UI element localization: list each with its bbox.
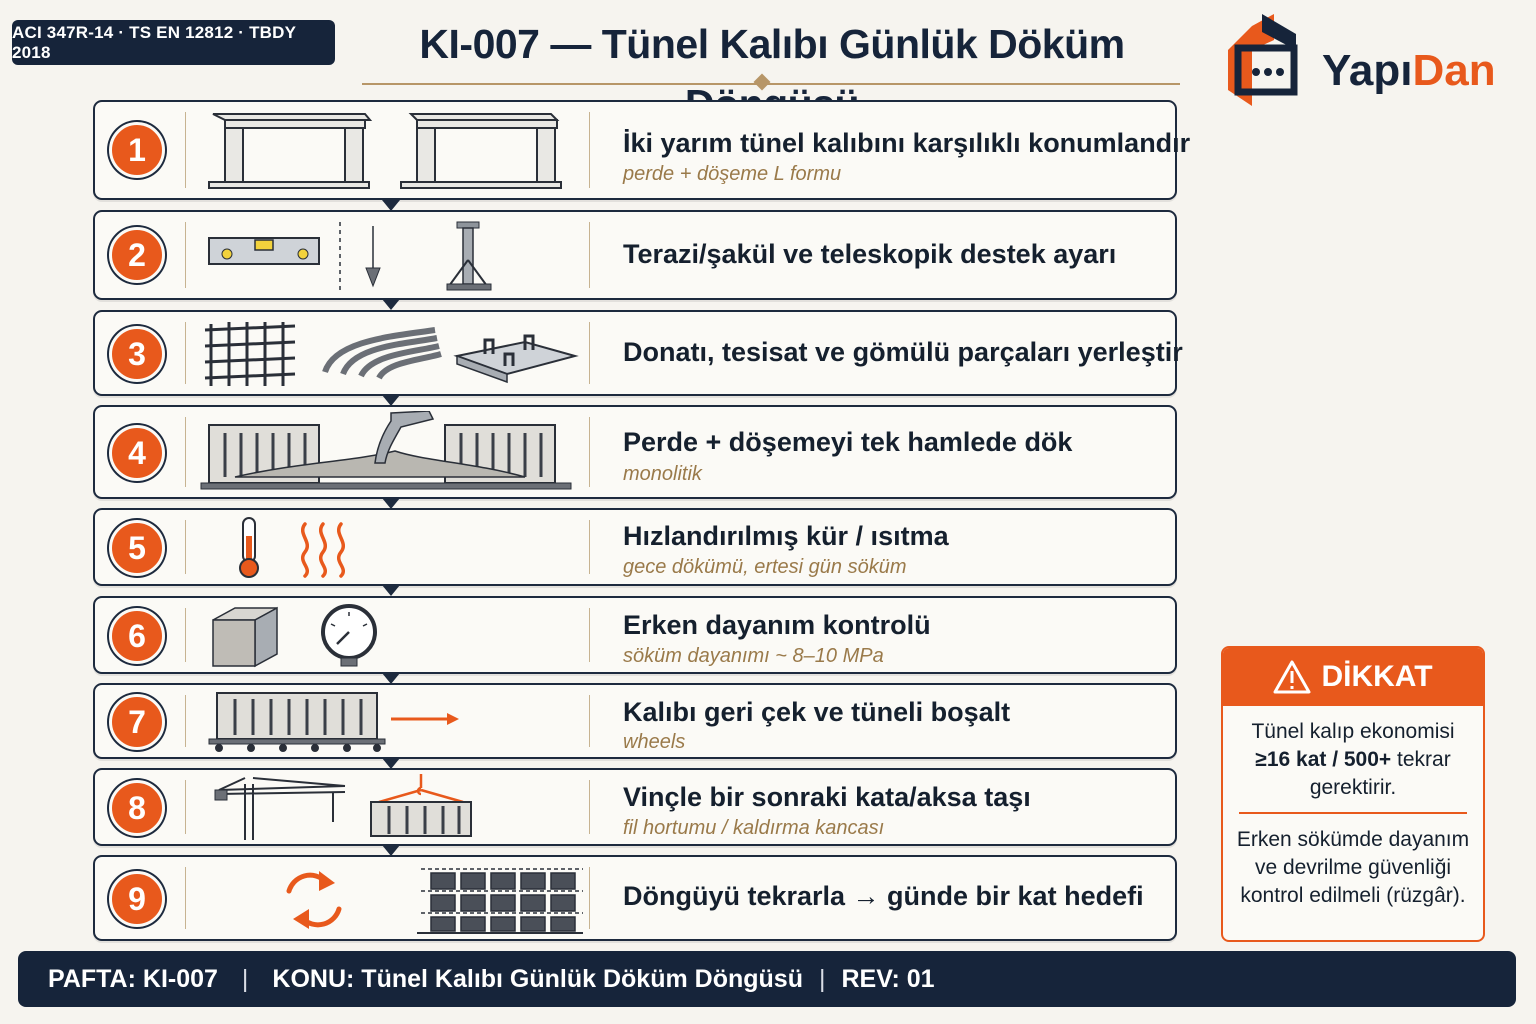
wheeled-form-icon	[195, 689, 585, 753]
step-subtitle: monolitik	[623, 463, 702, 485]
step-number-badge: 8	[109, 780, 165, 836]
footer-subject: KONU: Tünel Kalıbı Günlük Döküm Döngüsü	[272, 964, 803, 993]
step-card-3	[93, 310, 1183, 396]
step-number-badge: 3	[109, 326, 165, 382]
step-title: Erken dayanım kontrolü	[623, 610, 931, 640]
step-subtitle: gece dökümü, ertesi gün söküm	[623, 556, 907, 578]
divider	[185, 112, 186, 188]
divider	[185, 867, 186, 929]
step-title: Perde + döşemeyi tek hamlede dök	[623, 427, 1073, 457]
divider	[185, 520, 186, 574]
step-card-4	[93, 405, 1177, 499]
tunnel-halves-illustration	[195, 106, 585, 194]
divider	[185, 608, 186, 662]
step-card-2	[93, 210, 1177, 300]
form-retraction-illustration	[195, 689, 585, 753]
step-title: Donatı, tesisat ve gömülü parçaları yerleştir	[623, 337, 1183, 367]
step-number-badge: 6	[109, 608, 165, 664]
divider	[589, 322, 590, 384]
step-title: Kalıbı geri çek ve tüneli boşalt	[623, 697, 1011, 727]
footer-separator: |	[818, 964, 826, 993]
warning-line2-rest: tekrar	[1391, 748, 1451, 771]
concrete-pour-icon	[195, 411, 585, 493]
divider	[589, 222, 590, 288]
step-title: Döngüyü tekrarla → günde bir kat hedefi	[623, 881, 1144, 911]
rebar-conduit-embed-illustration	[195, 316, 585, 390]
footer-separator: |	[241, 964, 249, 993]
step-title: İki yarım tünel kalıbını karşılıklı konumlandır	[623, 128, 1191, 158]
step-title: Hızlandırılmış kür / ısıtma	[623, 521, 949, 551]
standards-badge: ACI 347R-14 · TS EN 12812 · TBDY 2018	[12, 20, 335, 65]
step-title: Vinçle bir sonraki kata/aksa taşı	[623, 782, 1031, 812]
step-title: Terazi/şakül ve teleskopik destek ayarı	[623, 239, 1117, 269]
crane-lift-illustration	[195, 774, 585, 840]
divider	[589, 520, 590, 574]
warning-line3: gerektirir.	[1309, 776, 1397, 799]
cycle-building-icon	[195, 861, 585, 935]
warning-header	[1223, 648, 1483, 706]
step-number-badge: 5	[109, 520, 165, 576]
step-number-badge: 1	[109, 122, 165, 178]
warning-box	[1221, 646, 1485, 942]
title-underline	[362, 83, 1180, 85]
curing-heating-illustration	[195, 514, 585, 580]
footer-sheet: PAFTA: KI-007	[48, 964, 218, 993]
step-number-badge: 4	[109, 425, 165, 481]
divider	[185, 695, 186, 747]
divider	[185, 222, 186, 288]
divider	[589, 417, 590, 487]
step-subtitle: söküm dayanımı ~ 8–10 MPa	[623, 645, 884, 667]
divider	[185, 780, 186, 834]
step-number-badge: 9	[109, 871, 165, 927]
divider	[589, 695, 590, 747]
divider	[185, 322, 186, 384]
company-logo	[1222, 10, 1522, 110]
rebar-mesh-icon	[195, 316, 585, 390]
spirit-level-plumb-icon	[195, 216, 585, 294]
concrete-cube-gauge-icon	[195, 602, 585, 668]
flow-arrow	[382, 585, 400, 596]
step-card-7	[93, 683, 1177, 759]
step-subtitle: fil hortumu / kaldırma kancası	[623, 817, 885, 839]
repeat-cycle-illustration	[195, 861, 585, 935]
warning-triangle-icon	[1273, 660, 1311, 694]
building-logo-icon	[1222, 10, 1302, 110]
concrete-pour-illustration	[195, 411, 585, 493]
divider	[589, 608, 590, 662]
step-number-badge: 7	[109, 694, 165, 750]
strength-test-illustration	[195, 602, 585, 668]
warning-text-economy	[1223, 706, 1483, 802]
step-number-badge: 2	[109, 227, 165, 283]
step-subtitle: perde + döşeme L formu	[623, 163, 842, 185]
tunnel-form-icon	[195, 106, 585, 194]
divider	[589, 867, 590, 929]
warning-title: DİKKAT	[1321, 660, 1433, 693]
step-card-5	[93, 508, 1177, 586]
flow-arrow	[382, 299, 400, 310]
step-card-8	[93, 768, 1177, 846]
step-card-1	[93, 100, 1191, 200]
logo-text-dan: Dan	[1412, 46, 1496, 95]
warning-text-safety: Erken sökümde dayanım ve devrilme güvenliği kontrol edilmeli (rüzgâr).	[1236, 828, 1470, 907]
warning-divider	[1239, 812, 1467, 814]
footer-revision: REV: 01	[841, 964, 935, 993]
page-title: KI-007 — Tünel Kalıbı Günlük Döküm	[419, 21, 1125, 67]
title-block-footer	[18, 951, 1516, 1007]
logo-text-yapi: Yapı	[1322, 46, 1413, 95]
step-card-9	[93, 855, 1177, 941]
warning-line2	[1235, 746, 1471, 774]
thermometer-heat-icon	[195, 514, 585, 580]
tower-crane-icon	[195, 774, 585, 840]
step-subtitle: wheels	[623, 731, 686, 753]
level-plumb-prop-illustration	[195, 216, 585, 294]
warning-line1: Tünel kalıp ekonomisi	[1251, 720, 1455, 743]
divider	[589, 112, 590, 188]
logo-wordmark	[1322, 46, 1496, 96]
divider	[185, 417, 186, 487]
step-card-6	[93, 596, 1177, 674]
warning-line2-bold: ≥16 kat / 500+	[1255, 748, 1392, 771]
divider	[589, 780, 590, 834]
